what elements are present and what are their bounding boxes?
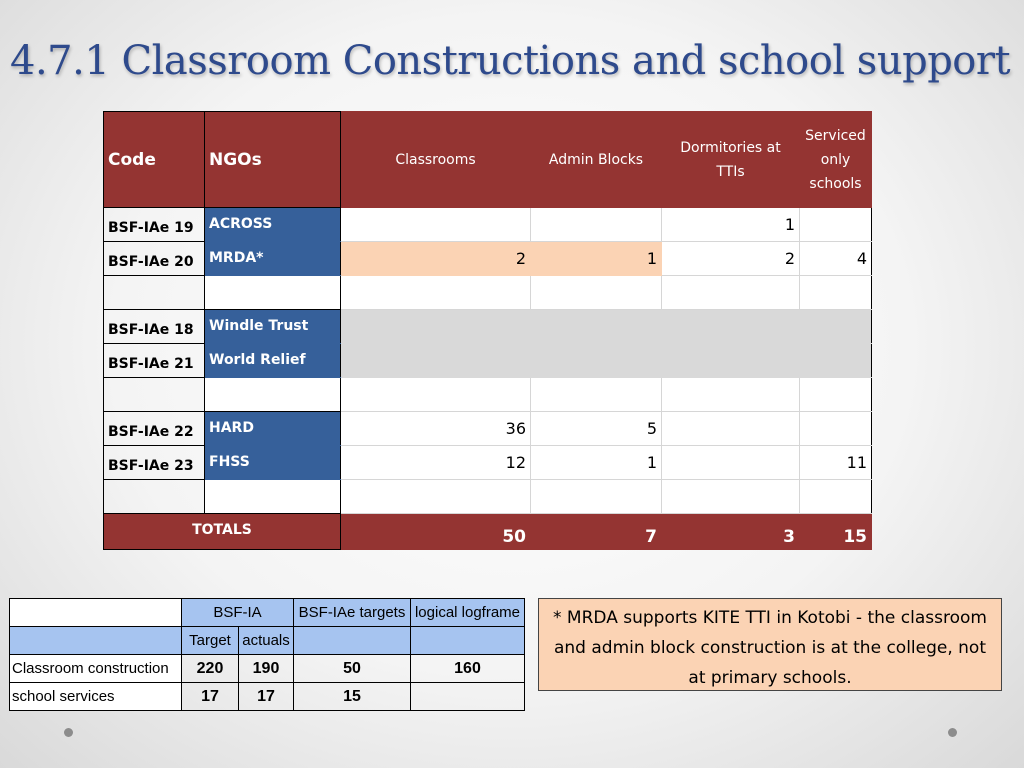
row-serviced [800, 412, 872, 446]
row-actuals: 17 [239, 683, 294, 711]
table-row [104, 208, 872, 242]
row-serviced [800, 480, 872, 514]
row-serviced [800, 344, 872, 378]
row-actuals: 190 [239, 655, 294, 683]
row-ngo [205, 378, 341, 412]
table-row [104, 310, 872, 344]
header-classrooms: Classrooms [341, 112, 531, 208]
row-ngo: MRDA* [205, 242, 341, 276]
header-serviced-schools: Serviced only schools [800, 112, 872, 208]
row-bsf-iae-targets: 50 [294, 655, 411, 683]
row-logical-logframe [411, 683, 525, 711]
totals-classrooms: 50 [341, 514, 531, 550]
row-dormitories [662, 276, 800, 310]
row-logical-logframe: 160 [411, 655, 525, 683]
row-serviced [800, 310, 872, 344]
row-ngo: World Relief [205, 344, 341, 378]
mrda-footnote: * MRDA supports KITE TTI in Kotobi - the classroom and admin block construction is at the college, not at primary schools. [538, 598, 1002, 691]
table-row [104, 412, 872, 446]
row-classrooms: 2 [341, 242, 531, 276]
row-admin-blocks [531, 310, 662, 344]
table-row [104, 344, 872, 378]
row-serviced [800, 378, 872, 412]
targets-subheader-row [10, 627, 525, 655]
row-serviced [800, 276, 872, 310]
row-ngo: FHSS [205, 446, 341, 480]
row-dormitories [662, 412, 800, 446]
constructions-table [103, 111, 872, 550]
row-classrooms: 12 [341, 446, 531, 480]
row-code: BSF-IAe 20 [104, 242, 205, 276]
targets-corner-cell [10, 599, 182, 627]
row-ngo: HARD [205, 412, 341, 446]
header-dormitories: Dormitories at TTIs [662, 112, 800, 208]
table-row [10, 683, 525, 711]
targets-table [9, 598, 525, 711]
row-dormitories [662, 344, 800, 378]
row-admin-blocks: 5 [531, 412, 662, 446]
row-classrooms: 36 [341, 412, 531, 446]
row-dormitories [662, 378, 800, 412]
row-dormitories [662, 480, 800, 514]
row-admin-blocks: 1 [531, 446, 662, 480]
row-ngo [205, 276, 341, 310]
row-code: BSF-IAe 18 [104, 310, 205, 344]
subheader-blank-targets [294, 627, 411, 655]
row-dormitories: 2 [662, 242, 800, 276]
table-row [104, 378, 872, 412]
row-admin-blocks [531, 480, 662, 514]
subheader-actuals: actuals [239, 627, 294, 655]
row-admin-blocks [531, 208, 662, 242]
row-admin-blocks: 1 [531, 242, 662, 276]
row-code: BSF-IAe 23 [104, 446, 205, 480]
row-serviced: 11 [800, 446, 872, 480]
header-bsf-iae-targets: BSF-IAe targets [294, 599, 411, 627]
header-code: Code [104, 112, 205, 208]
table-header-row [104, 112, 872, 208]
row-admin-blocks [531, 276, 662, 310]
row-admin-blocks [531, 378, 662, 412]
row-serviced: 4 [800, 242, 872, 276]
row-classrooms [341, 310, 531, 344]
table-row [10, 655, 525, 683]
targets-subheader-blank [10, 627, 182, 655]
row-ngo: Windle Trust [205, 310, 341, 344]
row-dormitories [662, 446, 800, 480]
row-code [104, 480, 205, 514]
row-bsf-iae-targets: 15 [294, 683, 411, 711]
slide-title: 4.7.1 Classroom Constructions and school support [10, 38, 1011, 84]
row-code: BSF-IAe 22 [104, 412, 205, 446]
header-admin-blocks: Admin Blocks [531, 112, 662, 208]
row-code [104, 276, 205, 310]
totals-row [104, 514, 872, 550]
row-dormitories [662, 310, 800, 344]
slide-dot-right [948, 728, 957, 737]
table-row [104, 276, 872, 310]
row-code [104, 378, 205, 412]
row-classrooms [341, 344, 531, 378]
row-ngo [205, 480, 341, 514]
row-dormitories: 1 [662, 208, 800, 242]
totals-dormitories: 3 [662, 514, 800, 550]
row-code: BSF-IAe 19 [104, 208, 205, 242]
row-classrooms [341, 276, 531, 310]
header-logical-logframe: logical logframe [411, 599, 525, 627]
row-target: 17 [182, 683, 239, 711]
row-label: school services [10, 683, 182, 711]
totals-admin-blocks: 7 [531, 514, 662, 550]
row-target: 220 [182, 655, 239, 683]
totals-label: TOTALS [104, 514, 341, 550]
table-row [104, 480, 872, 514]
subheader-target: Target [182, 627, 239, 655]
row-code: BSF-IAe 21 [104, 344, 205, 378]
slide-dot-left [64, 728, 73, 737]
subheader-blank-logframe [411, 627, 525, 655]
header-bsf-ia: BSF-IA [182, 599, 294, 627]
row-label: Classroom construction [10, 655, 182, 683]
row-serviced [800, 208, 872, 242]
table-row [104, 242, 872, 276]
row-classrooms [341, 378, 531, 412]
row-classrooms [341, 480, 531, 514]
targets-header-row [10, 599, 525, 627]
row-ngo: ACROSS [205, 208, 341, 242]
totals-serviced: 15 [800, 514, 872, 550]
header-ngos: NGOs [205, 112, 341, 208]
row-classrooms [341, 208, 531, 242]
row-admin-blocks [531, 344, 662, 378]
table-row [104, 446, 872, 480]
